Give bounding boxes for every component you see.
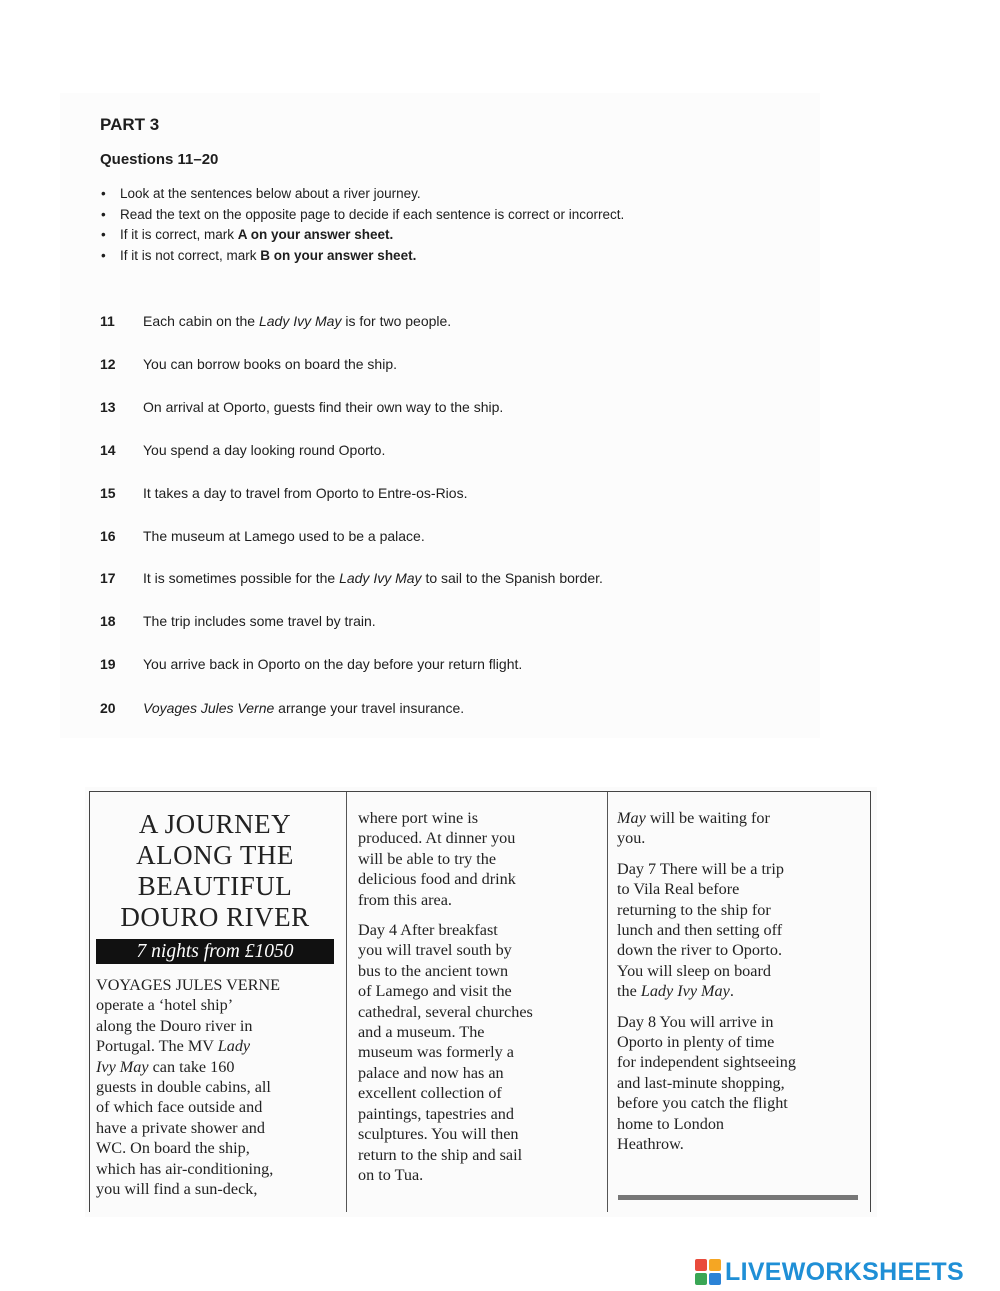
question-text: The museum at Lamego used to be a palace.	[143, 528, 425, 544]
question-number: 16	[100, 528, 116, 544]
article-paragraph-day-7: Day 7 There will be a trip to Vila Real before returning to the ship for lunch and then setting off down the river to Oporto. You will sleep on board the Lady Ivy May.	[617, 859, 784, 1001]
liveworksheets-logo	[695, 1258, 964, 1286]
article-column-2	[358, 808, 596, 1195]
part-title: PART 3	[100, 115, 160, 134]
column-divider	[607, 792, 608, 1212]
question-number: 13	[100, 399, 116, 415]
article-paragraph-day-4: Day 4 After breakfast you will travel south by bus to the ancient town of Lamego and visit the cathedral, several churches and a museum. The museum was formerly a palace and now has an excellent collection of paintings, tapestries and sculptures. You will then return to the ship and sail on to Tua.	[358, 921, 533, 1184]
question-text: You arrive back in Oporto on the day before your return flight.	[143, 656, 523, 672]
question-text: Voyages Jules Verne arrange your travel insurance.	[143, 700, 465, 716]
column-divider	[346, 792, 347, 1212]
article-end-bar	[618, 1195, 858, 1200]
question-number: 19	[100, 656, 116, 672]
article-paragraph: VOYAGES JULES VERNE operate a ‘hotel ship’ along the Douro river in Portugal. The MV Lady Ivy May can take 160 guests in double cabins, all of which face outside and have a private shower and WC. On board the ship, which has air-conditioning, you will find a sun-deck,	[96, 976, 281, 1199]
question-range: Questions 11–20	[100, 151, 219, 168]
logo-icon	[695, 1259, 721, 1285]
article-panel	[85, 787, 877, 1217]
logo-square	[695, 1259, 707, 1271]
question-text: The trip includes some travel by train.	[143, 613, 376, 629]
question-number: 12	[100, 356, 116, 372]
article-paragraph: May will be waiting for you.	[617, 809, 770, 848]
bullet-icon: •	[101, 206, 106, 222]
question-text: You can borrow books on board the ship.	[143, 356, 397, 372]
question-text: Each cabin on the Lady Ivy May is for two people.	[143, 313, 452, 329]
price-banner: 7 nights from £1050	[96, 939, 334, 964]
question-text: On arrival at Oporto, guests find their own way to the ship.	[143, 399, 504, 415]
bullet-icon: •	[101, 186, 106, 201]
instruction-item: • Look at the sentences below about a river journey.	[100, 184, 624, 205]
article-paragraph: where port wine is produced. At dinner you will be able to try the delicious food and drink from this area.	[358, 809, 516, 909]
question-text: You spend a day looking round Oporto.	[143, 442, 386, 458]
question-text: It is sometimes possible for the Lady Ivy May to sail to the Spanish border.	[143, 570, 603, 586]
instruction-item: • If it is correct, mark A on your answer sheet.	[100, 225, 624, 246]
question-number: 14	[100, 442, 116, 458]
bullet-icon: •	[101, 247, 106, 263]
article-column-3	[617, 808, 857, 1165]
question-number: 15	[100, 485, 116, 501]
logo-square	[695, 1273, 707, 1285]
question-number: 20	[100, 700, 116, 716]
question-text: It takes a day to travel from Oporto to Entre-os-Rios.	[143, 485, 468, 501]
article-headline: A JOURNEY ALONG THE BEAUTIFUL DOURO RIVER	[120, 809, 310, 932]
article-paragraph-day-8: Day 8 You will arrive in Oporto in plenty of time for independent sightseeing and last-minute shopping, before you catch the flight home to London Heathrow.	[617, 1012, 796, 1154]
question-number: 17	[100, 570, 116, 586]
instructions-list	[100, 184, 624, 266]
bullet-icon: •	[101, 227, 106, 242]
instruction-item: • Read the text on the opposite page to decide if each sentence is correct or incorrect.	[100, 205, 624, 226]
questions-panel	[60, 93, 820, 738]
question-number: 11	[100, 313, 115, 329]
question-number: 18	[100, 613, 116, 629]
instruction-item: • If it is not correct, mark B on your answer sheet.	[100, 246, 624, 267]
article-column-1	[96, 809, 334, 1209]
brand-name: LIVEWORKSHEETS	[725, 1257, 964, 1286]
logo-square	[709, 1273, 721, 1285]
logo-square	[709, 1259, 721, 1271]
